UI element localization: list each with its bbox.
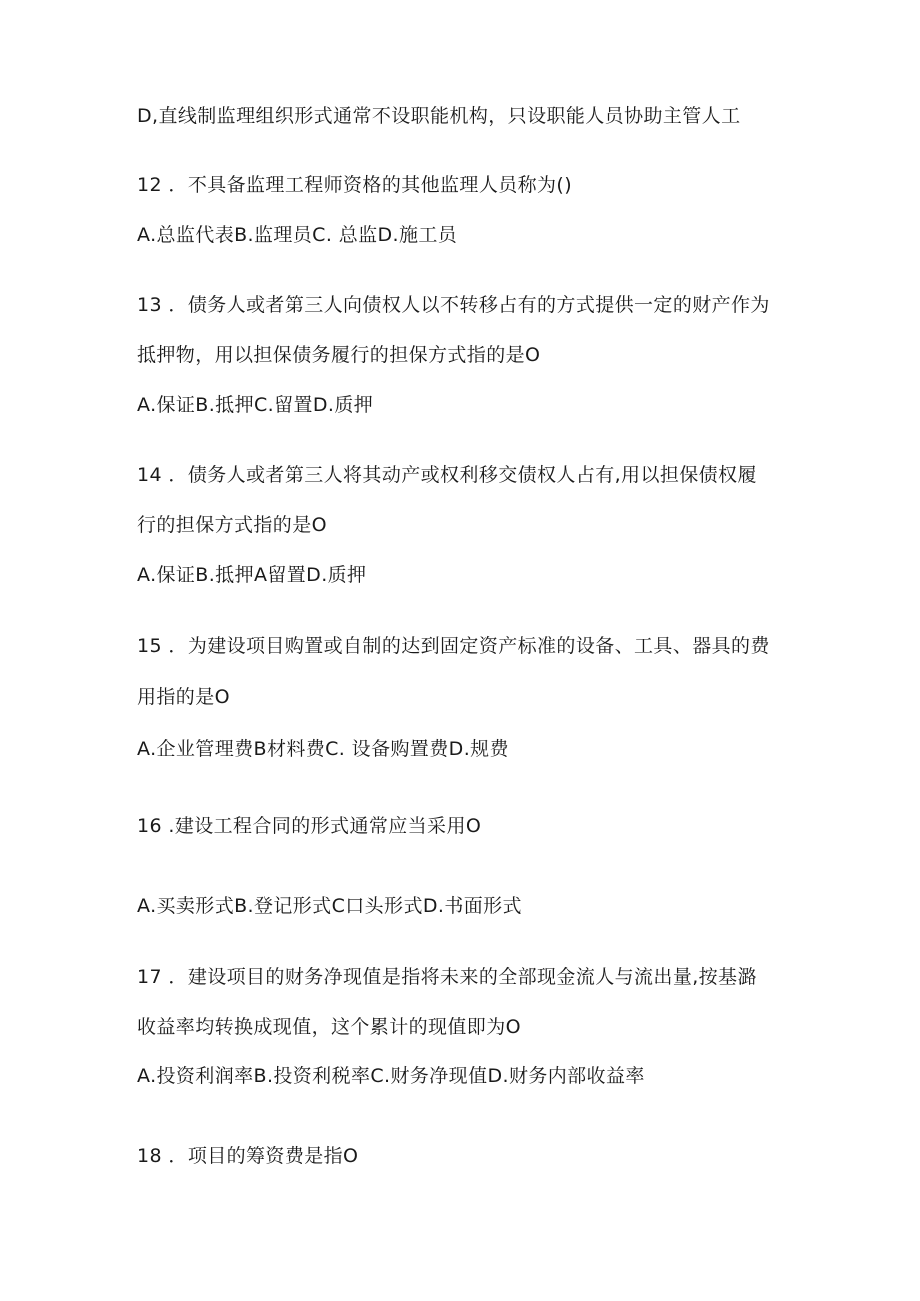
question-18: 18 ．项目的筹资费是指O [137,1145,359,1167]
question-14-line-2: 行的担保方式指的是O [137,514,327,536]
options-q13: A.保证B.抵押C.留置D.质押 [137,394,374,416]
question-14-line-1: 14 ．债务人或者第三人将其动产或权利移交债权人占有,用以担保债权履 [137,464,757,486]
options-q12: A.总监代表B.监理员C. 总监D.施工员 [137,224,458,246]
question-17-line-2: 收益率均转换成现值，这个累计的现值即为O [137,1016,521,1038]
options-q14: A.保证B.抵押A留置D.质押 [137,564,367,586]
question-15-line-2: 用指的是O [137,686,230,708]
question-12: 12 ．不具备监理工程师资格的其他监理人员称为() [137,174,573,196]
question-17-line-1: 17 ．建设项目的财务净现值是指将未来的全部现金流人与流出量,按基潞 [137,966,757,988]
options-q16: A.买卖形式B.登记形式C口头形式D.书面形式 [137,895,522,917]
question-15-line-1: 15 ．为建设项目购置或自制的达到固定资产标准的设备、工具、器具的费 [137,635,770,657]
options-q15: A.企业管理费B材料费C. 设备购置费D.规费 [137,738,509,760]
question-13-line-1: 13 ．债务人或者第三人向债权人以不转移占有的方式提供一定的财产作为 [137,294,770,316]
options-q17: A.投资利润率B.投资利税率C.财务净现值D.财务内部收益率 [137,1065,645,1087]
option-line-q11: D,直线制监理组织形式通常不设职能机构，只设职能人员协助主管人工 [137,105,741,127]
question-13-line-2: 抵押物，用以担保债务履行的担保方式指的是O [137,344,541,366]
question-16: 16 .建设工程合同的形式通常应当采用O [137,815,482,837]
